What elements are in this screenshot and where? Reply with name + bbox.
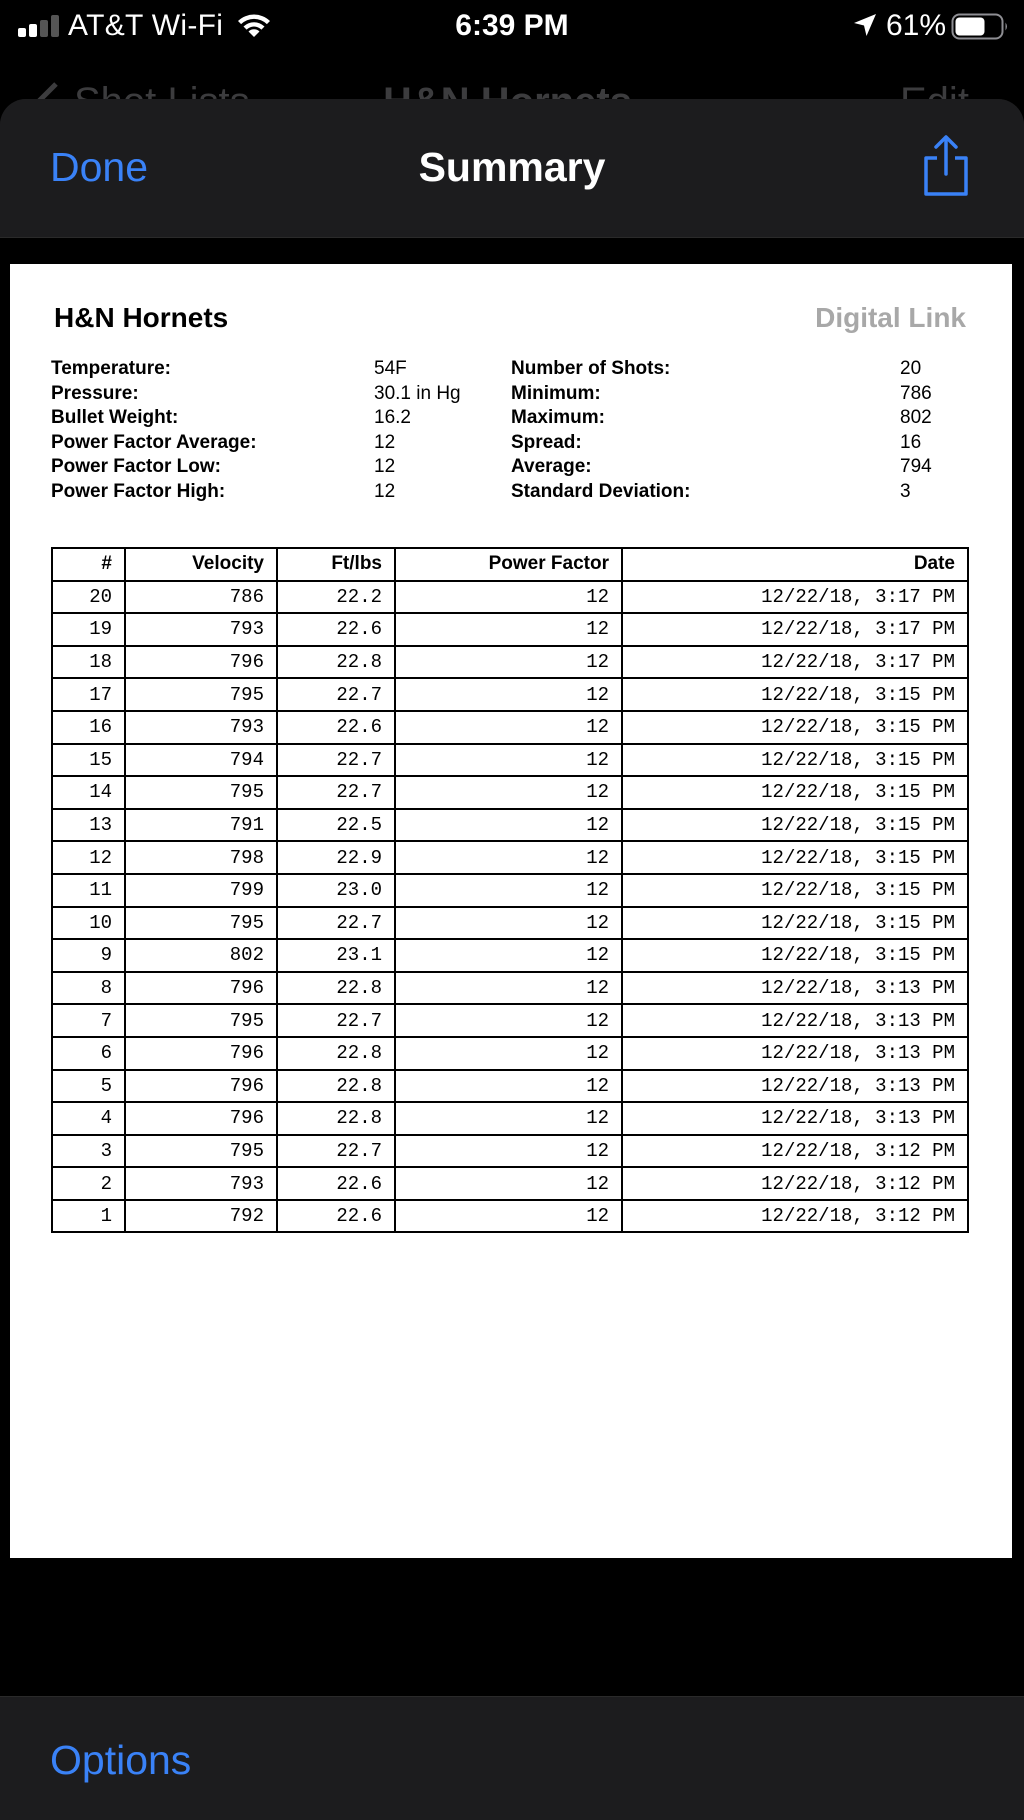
stat-row [51,382,491,407]
table-row [52,776,968,809]
stat-row [51,480,491,505]
clock: 6:39 PM [455,9,569,42]
stat-label: Temperature: [51,358,172,379]
stat-row [51,431,491,456]
stat-value: 16.2 [374,407,411,428]
table-cell: 22.8 [277,1037,395,1070]
table-cell: 12/22/18, 3:15 PM [622,939,968,972]
table-row [52,711,968,744]
table-cell: 22.7 [277,776,395,809]
stat-value: 794 [900,456,932,477]
table-cell: 14 [52,776,125,809]
table-cell: 12/22/18, 3:15 PM [622,841,968,874]
stat-row [511,406,971,431]
table-cell: 12/22/18, 3:17 PM [622,581,968,614]
table-row [52,1135,968,1168]
table-cell: 12/22/18, 3:17 PM [622,646,968,679]
table-cell: 791 [125,809,277,842]
table-cell: 22.6 [277,613,395,646]
table-cell: 22.5 [277,809,395,842]
table-row [52,1102,968,1135]
table-row [52,809,968,842]
stat-value: 30.1 in Hg [374,382,461,404]
table-cell: 19 [52,613,125,646]
table-cell: 12 [395,907,622,940]
table-cell: 4 [52,1102,125,1135]
options-button[interactable]: Options [50,1737,192,1783]
table-row [52,1200,968,1233]
table-cell: 793 [125,711,277,744]
battery-icon [951,13,1009,40]
table-cell: 12 [395,1167,622,1200]
column-header: Power Factor [395,548,622,581]
stat-label: Average: [511,456,592,477]
table-row [52,972,968,1005]
table-cell: 12/22/18, 3:13 PM [622,972,968,1005]
table-cell: 22.6 [277,711,395,744]
table-row [52,744,968,777]
table-cell: 22.7 [277,1004,395,1037]
table-cell: 796 [125,1102,277,1135]
table-cell: 795 [125,1004,277,1037]
table-cell: 12 [395,776,622,809]
table-cell: 6 [52,1037,125,1070]
table-cell: 12/22/18, 3:13 PM [622,1004,968,1037]
table-cell: 1 [52,1200,125,1233]
table-cell: 22.8 [277,646,395,679]
table-cell: 798 [125,841,277,874]
table-cell: 23.1 [277,939,395,972]
table-cell: 12/22/18, 3:17 PM [622,613,968,646]
table-cell: 12/22/18, 3:15 PM [622,678,968,711]
stat-value: 12 [374,480,396,502]
stat-value: 12 [374,431,396,453]
table-cell: 12/22/18, 3:15 PM [622,744,968,777]
table-cell: 3 [52,1135,125,1168]
table-row [52,907,968,940]
table-cell: 12/22/18, 3:15 PM [622,711,968,744]
table-row [52,1004,968,1037]
table-cell: 12 [395,1200,622,1233]
status-bar [0,0,1024,52]
table-cell: 802 [125,939,277,972]
table-cell: 5 [52,1070,125,1103]
table-cell: 13 [52,809,125,842]
table-cell: 12 [395,744,622,777]
document-title: H&N Hornets [54,302,229,333]
table-cell: 22.7 [277,907,395,940]
table-cell: 22.8 [277,1102,395,1135]
stat-row [511,431,971,456]
battery-percentage: 61% [886,9,947,42]
table-cell: 12 [395,1004,622,1037]
table-cell: 12 [52,841,125,874]
table-cell: 786 [125,581,277,614]
stats-left [51,357,491,504]
table-cell: 17 [52,678,125,711]
location-arrow-icon [852,12,878,38]
table-cell: 12 [395,1102,622,1135]
table-cell: 22.8 [277,972,395,1005]
stat-label: Pressure: [51,382,139,404]
table-row [52,939,968,972]
table-cell: 12 [395,841,622,874]
table-cell: 12/22/18, 3:15 PM [622,907,968,940]
table-cell: 12 [395,678,622,711]
stat-value: 20 [900,358,922,379]
stat-value: 12 [374,456,396,477]
table-cell: 12/22/18, 3:15 PM [622,874,968,907]
table-cell: 12/22/18, 3:12 PM [622,1167,968,1200]
table-cell: 799 [125,874,277,907]
table-row [52,646,968,679]
sheet-header [0,99,1024,238]
table-row [52,678,968,711]
shots-table [51,547,969,1233]
column-header: Ft/lbs [277,548,395,581]
table-cell: 796 [125,646,277,679]
stats-right [511,357,971,504]
table-cell: 22.7 [277,1135,395,1168]
table-cell: 12 [395,711,622,744]
stat-value: 786 [900,382,932,404]
table-cell: 22.8 [277,1070,395,1103]
table-cell: 12 [395,1037,622,1070]
table-cell: 22.7 [277,678,395,711]
table-cell: 12/22/18, 3:15 PM [622,809,968,842]
table-cell: 16 [52,711,125,744]
table-cell: 10 [52,907,125,940]
stat-label: Bullet Weight: [51,407,179,428]
column-header: # [52,548,125,581]
summary-sheet [0,99,1024,1820]
table-cell: 12/22/18, 3:13 PM [622,1102,968,1135]
table-cell: 11 [52,874,125,907]
table-cell: 796 [125,1070,277,1103]
table-cell: 20 [52,581,125,614]
table-cell: 794 [125,744,277,777]
stat-row [51,406,491,431]
table-header-row [52,548,968,581]
table-cell: 795 [125,1135,277,1168]
table-cell: 795 [125,907,277,940]
table-cell: 12 [395,646,622,679]
table-cell: 2 [52,1167,125,1200]
table-cell: 792 [125,1200,277,1233]
stat-label: Power Factor Average: [51,431,257,453]
stat-row [51,455,491,480]
stat-value: 802 [900,407,932,428]
table-cell: 7 [52,1004,125,1037]
stat-value: 3 [900,480,911,502]
table-cell: 12 [395,1070,622,1103]
share-button[interactable] [918,134,974,198]
stat-row [51,357,491,382]
table-cell: 12/22/18, 3:13 PM [622,1070,968,1103]
stat-label: Power Factor High: [51,480,226,502]
table-cell: 15 [52,744,125,777]
column-header: Velocity [125,548,277,581]
table-cell: 796 [125,972,277,1005]
table-cell: 795 [125,776,277,809]
table-cell: 796 [125,1037,277,1070]
stat-label: Power Factor Low: [51,456,221,477]
stat-value: 16 [900,431,922,453]
table-cell: 12 [395,1135,622,1168]
carrier-label: AT&T Wi-Fi [68,9,224,42]
table-row [52,1070,968,1103]
table-cell: 12 [395,939,622,972]
table-cell: 22.6 [277,1167,395,1200]
stat-label: Maximum: [511,407,605,428]
table-cell: 793 [125,1167,277,1200]
document-preview-area[interactable] [0,238,1024,1696]
table-cell: 22.6 [277,1200,395,1233]
stat-label: Minimum: [511,382,601,404]
stat-value: 54F [374,358,407,379]
table-cell: 793 [125,613,277,646]
table-cell: 9 [52,939,125,972]
table-cell: 12/22/18, 3:12 PM [622,1135,968,1168]
sheet-title: Summary [418,144,606,190]
table-cell: 22.7 [277,744,395,777]
table-cell: 12/22/18, 3:15 PM [622,776,968,809]
document-page [10,264,1012,1558]
table-cell: 22.9 [277,841,395,874]
column-header: Date [622,548,968,581]
stat-row [511,382,971,407]
table-cell: 12 [395,809,622,842]
done-button[interactable]: Done [50,144,149,190]
table-cell: 12 [395,972,622,1005]
table-row [52,581,968,614]
table-cell: 8 [52,972,125,1005]
stat-label: Spread: [511,431,582,453]
table-cell: 12 [395,874,622,907]
share-icon [918,134,974,198]
stat-row [511,357,971,382]
table-row [52,874,968,907]
table-row [52,1167,968,1200]
stat-label: Number of Shots: [511,358,671,379]
table-cell: 12/22/18, 3:13 PM [622,1037,968,1070]
table-row [52,613,968,646]
table-cell: 12/22/18, 3:12 PM [622,1200,968,1233]
table-cell: 23.0 [277,874,395,907]
table-cell: 12 [395,613,622,646]
stat-row [511,455,971,480]
table-cell: 12 [395,581,622,614]
table-row [52,841,968,874]
table-cell: 22.2 [277,581,395,614]
table-cell: 18 [52,646,125,679]
stat-row [511,480,971,505]
bottom-toolbar [0,1696,1024,1820]
document-brand: Digital Link [815,302,966,333]
stat-label: Standard Deviation: [511,480,691,502]
table-row [52,1037,968,1070]
table-cell: 795 [125,678,277,711]
